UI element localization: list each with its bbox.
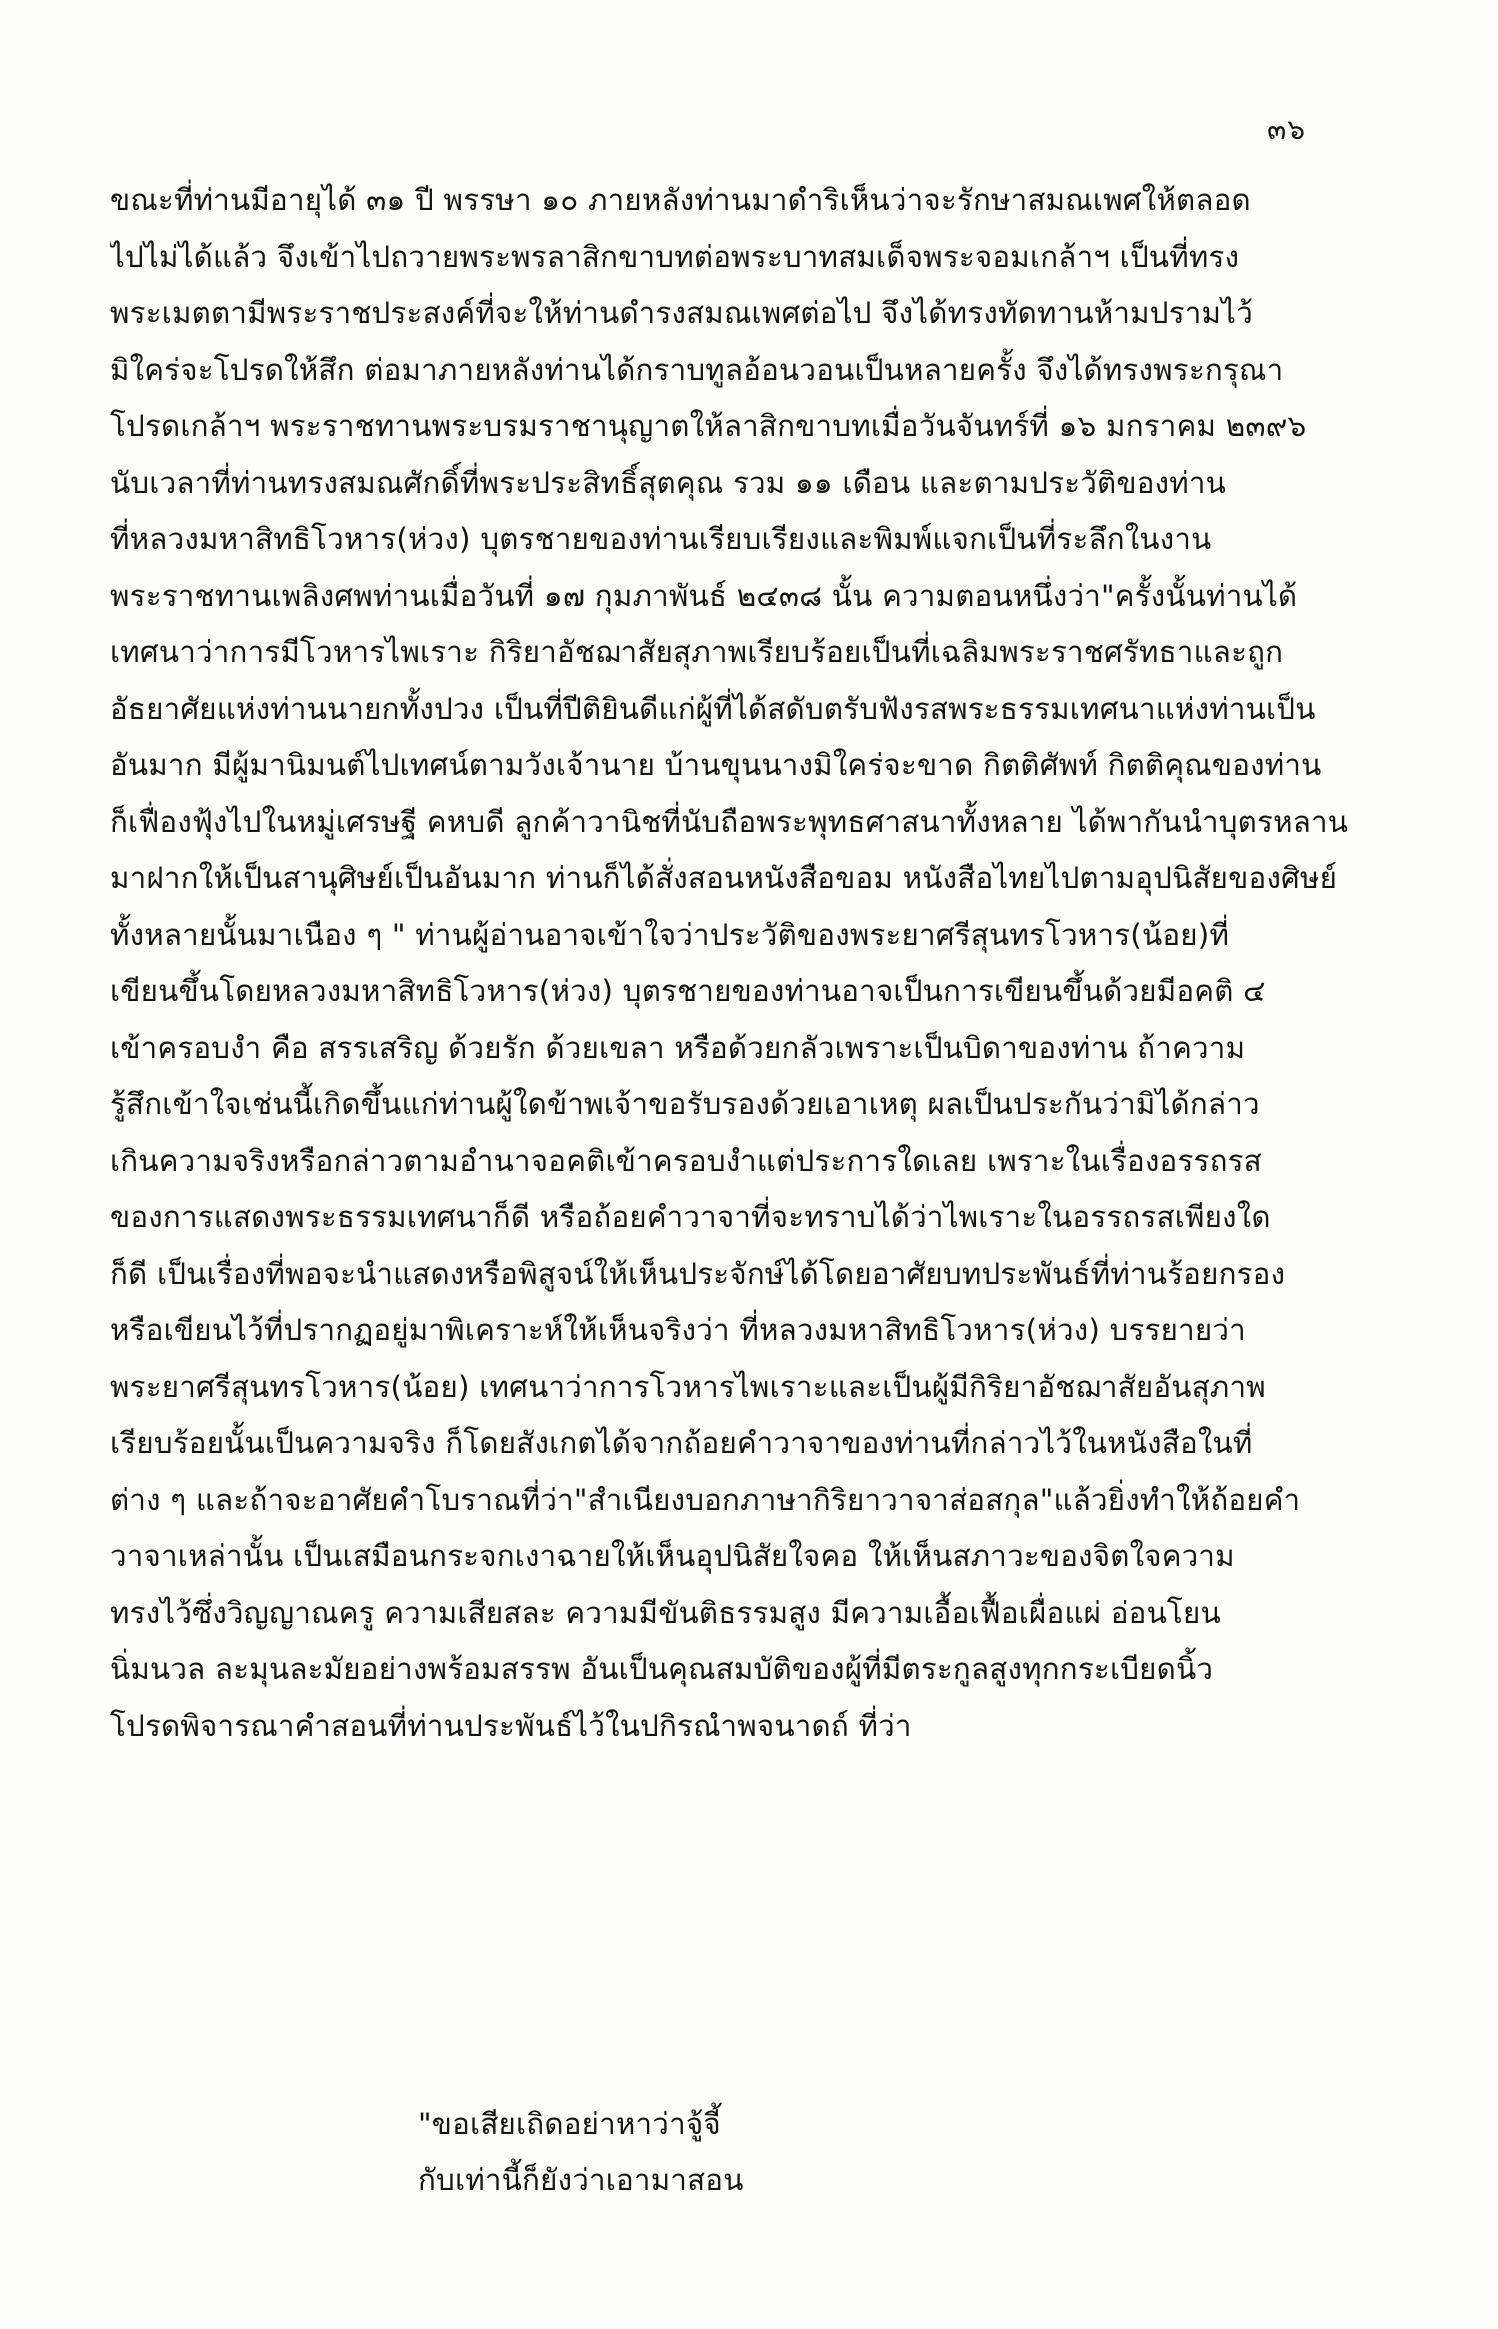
- text-line: อันมาก มีผู้มานิมนต์ไปเทศน์ตามวังเจ้านาย บ้านขุนนางมิใคร่จะขาด กิตติศัพท์ กิตติคุณของท่าน: [110, 748, 1322, 782]
- text-line: พระเมตตามีพระราชประสงค์ที่จะให้ท่านดำรงสมณเพศต่อไป จึงได้ทรงทัดทานห้ามปรามไว้: [110, 296, 1253, 330]
- text-line: อัธยาศัยแห่งท่านนายกทั้งปวง เป็นที่ปีติยินดีแก่ผู้ที่ได้สดับตรับฟังรสพระธรรมเทศนาแห่งท่านเป็น: [110, 691, 1316, 726]
- text-line: ที่หลวงมหาสิทธิโวหาร(ห่วง) บุตรชายของท่านเรียบเรียงและพิมพ์แจกเป็นที่ระลึกในงาน: [110, 522, 1212, 556]
- text-line: มิใคร่จะโปรดให้สึก ต่อมาภายหลังท่านได้กราบทูลอ้อนวอนเป็นหลายครั้ง จึงได้ทรงพระกรุณา: [110, 352, 1284, 387]
- text-line: ต่าง ๆ และถ้าจะอาศัยคำโบราณที่ว่า"สำเนียงบอกภาษากิริยาวาจาส่อสกุล"แล้วยิ่งทำให้ถ้อยคำ: [110, 1482, 1301, 1517]
- text-line: รู้สึกเข้าใจเช่นนี้เกิดขึ้นแก่ท่านผู้ใดข้าพเจ้าขอรับรองด้วยเอาเหตุ ผลเป็นประกันว่ามิได้กล่าว: [110, 1087, 1260, 1121]
- text-line: นับเวลาที่ท่านทรงสมณศักดิ์ที่พระประสิทธิ์สุตคุณ รวม ๑๑ เดือน และตามประวัติของท่าน: [110, 465, 1227, 500]
- text-line: พระยาศรีสุนทรโวหาร(น้อย) เทศนาว่าการโวหารไพเราะและเป็นผู้มีกิริยาอัชฌาสัยอันสุภาพ: [110, 1369, 1266, 1404]
- verse-line: "ขอเสียเถิดอย่าหาว่าจู้จี้: [418, 2107, 721, 2141]
- body-text: [110, 172, 1350, 1754]
- text-line: นิ่มนวล ละมุนละมัยอย่างพร้อมสรรพ อันเป็นคุณสมบัติของผู้ที่มีตระกูลสูงทุกกระเบียดนิ้ว: [110, 1652, 1214, 1686]
- quoted-verse: [418, 2096, 1118, 2208]
- text-line: เขียนขึ้นโดยหลวงมหาสิทธิโวหาร(ห่วง) บุตรชายของท่านอาจเป็นการเขียนขึ้นด้วยมีอคติ ๔: [110, 974, 1266, 1008]
- verse-line: กับเท่านี้ก็ยังว่าเอามาสอน: [418, 2163, 744, 2197]
- text-line: เทศนาว่าการมีโวหารไพเราะ กิริยาอัชฌาสัยสุภาพเรียบร้อยเป็นที่เฉลิมพระราชศรัทธาและถูก: [110, 635, 1284, 669]
- text-line: วาจาเหล่านั้น เป็นเสมือนกระจกเงาฉายให้เห็นอุปนิสัยใจคอ ให้เห็นสภาวะของจิตใจความ: [110, 1539, 1235, 1573]
- text-line: เกินความจริงหรือกล่าวตามอำนาจอคติเข้าครอบงำแต่ประการใดเลย เพราะในเรื่องอรรถรส: [110, 1143, 1262, 1178]
- text-line: ขณะที่ท่านมีอายุได้ ๓๑ ปี พรรษา ๑๐ ภายหลังท่านมาดำริเห็นว่าจะรักษาสมณเพศให้ตลอด: [110, 183, 1251, 217]
- text-line: เรียบร้อยนั้นเป็นความจริง ก็โดยสังเกตได้จากถ้อยคำวาจาของท่านที่กล่าวไว้ในหนังสือในที่: [110, 1426, 1253, 1460]
- page-number: ๓๖: [1267, 113, 1306, 146]
- text-line: ของการแสดงพระธรรมเทศนาก็ดี หรือถ้อยคำวาจาที่จะทราบได้ว่าไพเราะในอรรถรสเพียงใด: [110, 1200, 1271, 1234]
- text-line: ทั้งหลายนั้นมาเนือง ๆ " ท่านผู้อ่านอาจเข้าใจว่าประวัติของพระยาศรีสุนทรโวหาร(น้อย)ที่: [110, 917, 1230, 952]
- text-line: ไปไม่ได้แล้ว จึงเข้าไปถวายพระพรลาสิกขาบทต่อพระบาทสมเด็จพระจอมเกล้าฯ เป็นที่ทรง: [110, 239, 1240, 274]
- text-line: ก็เฟื่องฟุ้งไปในหมู่เศรษฐี คหบดี ลูกค้าวานิชที่นับถือพระพุทธศาสนาทั้งหลาย ได้พากันนำบุตรหลาน: [110, 804, 1349, 839]
- text-line: โปรดพิจารณาคำสอนที่ท่านประพันธ์ไว้ในปกิรณำพจนาดถ์ ที่ว่า: [110, 1708, 912, 1743]
- text-line: เข้าครอบงำ คือ สรรเสริญ ด้วยรัก ด้วยเขลา หรือด้วยกลัวเพราะเป็นบิดาของท่าน ถ้าความ: [110, 1030, 1246, 1065]
- text-line: โปรดเกล้าฯ พระราชทานพระบรมราชานุญาตให้ลาสิกขาบทเมื่อวันจันทร์ที่ ๑๖ มกราคม ๒๓๙๖: [110, 409, 1307, 443]
- text-line: พระราชทานเพลิงศพท่านเมื่อวันที่ ๑๗ กุมภาพันธ์ ๒๔๓๘ นั้น ความตอนหนึ่งว่า"ครั้งนั้นท่านได้: [110, 578, 1298, 613]
- text-line: หรือเขียนไว้ที่ปรากฏอยู่มาพิเคราะห์ให้เห็นจริงว่า ที่หลวงมหาสิทธิโวหาร(ห่วง) บรรยายว่า: [110, 1313, 1246, 1347]
- text-line: ก็ดี เป็นเรื่องที่พอจะนำแสดงหรือพิสูจน์ให้เห็นประจักษ์ได้โดยอาศัยบทประพันธ์ที่ท่านร้อยกรอง: [110, 1256, 1286, 1291]
- text-line: มาฝากให้เป็นสานุศิษย์เป็นอันมาก ท่านก็ได้สั่งสอนหนังสือขอม หนังสือไทยไปตามอุปนิสัยของศิษย์: [110, 861, 1338, 895]
- text-line: ทรงไว้ซึ่งวิญญาณครู ความเสียสละ ความมีขันติธรรมสูง มีความเอื้อเฟื้อเผื่อแผ่ อ่อนโยน: [110, 1595, 1221, 1630]
